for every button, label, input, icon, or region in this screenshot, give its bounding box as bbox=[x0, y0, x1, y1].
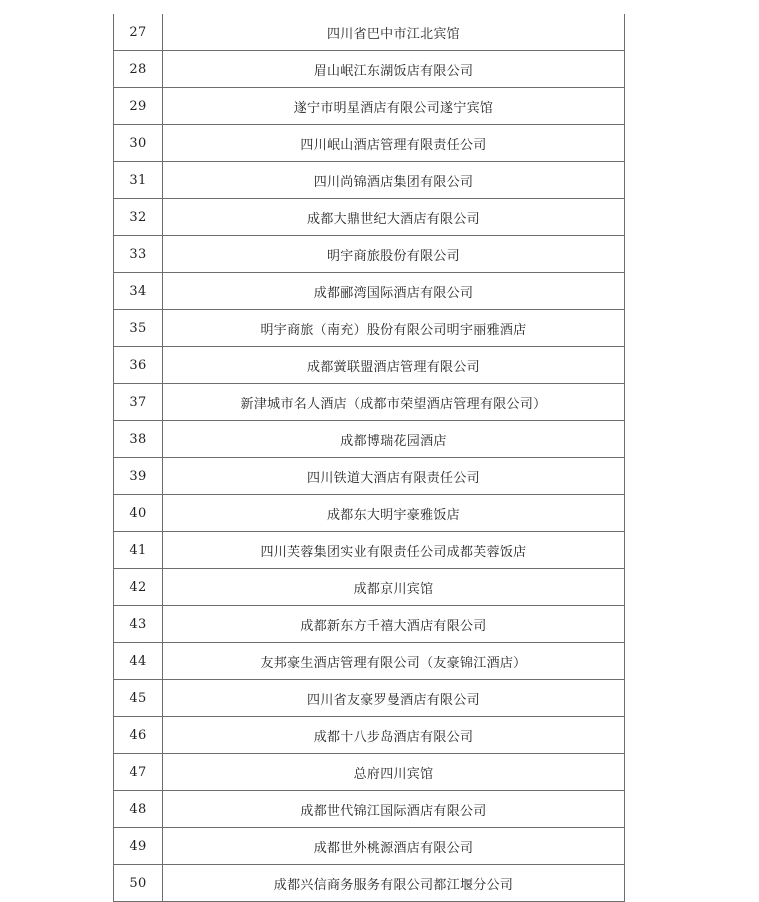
row-number-cell: 45 bbox=[114, 680, 163, 717]
table-body bbox=[114, 14, 625, 902]
row-number-cell: 42 bbox=[114, 569, 163, 606]
company-name-cell: 成都大鼎世纪大酒店有限公司 bbox=[163, 199, 625, 236]
table-row bbox=[114, 754, 625, 791]
table-row bbox=[114, 88, 625, 125]
company-name-cell: 成都博瑞花园酒店 bbox=[163, 421, 625, 458]
row-number-cell: 50 bbox=[114, 865, 163, 902]
company-name-cell: 成都黉联盟酒店管理有限公司 bbox=[163, 347, 625, 384]
row-number-cell: 41 bbox=[114, 532, 163, 569]
row-number-cell: 35 bbox=[114, 310, 163, 347]
company-name-cell: 总府四川宾馆 bbox=[163, 754, 625, 791]
row-number-cell: 40 bbox=[114, 495, 163, 532]
company-name-cell: 新津城市名人酒店（成都市荣望酒店管理有限公司） bbox=[163, 384, 625, 421]
table-row bbox=[114, 717, 625, 754]
company-name-cell: 四川岷山酒店管理有限责任公司 bbox=[163, 125, 625, 162]
row-number-cell: 32 bbox=[114, 199, 163, 236]
row-number-cell: 49 bbox=[114, 828, 163, 865]
row-number-cell: 39 bbox=[114, 458, 163, 495]
table-row bbox=[114, 643, 625, 680]
row-number-cell: 34 bbox=[114, 273, 163, 310]
row-number-cell: 33 bbox=[114, 236, 163, 273]
company-name-cell: 成都兴信商务服务有限公司都江堰分公司 bbox=[163, 865, 625, 902]
row-number-cell: 48 bbox=[114, 791, 163, 828]
company-name-cell: 成都世代锦江国际酒店有限公司 bbox=[163, 791, 625, 828]
row-number-cell: 36 bbox=[114, 347, 163, 384]
company-name-cell: 成都十八步岛酒店有限公司 bbox=[163, 717, 625, 754]
row-number-cell: 28 bbox=[114, 51, 163, 88]
table-row bbox=[114, 532, 625, 569]
company-name-cell: 成都新东方千禧大酒店有限公司 bbox=[163, 606, 625, 643]
company-name-cell: 四川芙蓉集团实业有限责任公司成都芙蓉饭店 bbox=[163, 532, 625, 569]
company-name-cell: 四川尚锦酒店集团有限公司 bbox=[163, 162, 625, 199]
company-name-cell: 遂宁市明星酒店有限公司遂宁宾馆 bbox=[163, 88, 625, 125]
row-number-cell: 47 bbox=[114, 754, 163, 791]
table-row bbox=[114, 273, 625, 310]
company-name-cell: 成都郦湾国际酒店有限公司 bbox=[163, 273, 625, 310]
row-number-cell: 43 bbox=[114, 606, 163, 643]
row-number-cell: 27 bbox=[114, 14, 163, 51]
table-row bbox=[114, 495, 625, 532]
row-number-cell: 29 bbox=[114, 88, 163, 125]
table-row bbox=[114, 421, 625, 458]
company-name-cell: 成都世外桃源酒店有限公司 bbox=[163, 828, 625, 865]
table-row bbox=[114, 125, 625, 162]
table-row bbox=[114, 680, 625, 717]
company-name-cell: 友邦豪生酒店管理有限公司（友豪锦江酒店） bbox=[163, 643, 625, 680]
row-number-cell: 46 bbox=[114, 717, 163, 754]
company-name-cell: 眉山岷江东湖饭店有限公司 bbox=[163, 51, 625, 88]
company-name-cell: 明宇商旅股份有限公司 bbox=[163, 236, 625, 273]
row-number-cell: 44 bbox=[114, 643, 163, 680]
table-row bbox=[114, 791, 625, 828]
table-row bbox=[114, 569, 625, 606]
table-row bbox=[114, 310, 625, 347]
company-name-cell: 成都东大明宇豪雅饭店 bbox=[163, 495, 625, 532]
company-name-cell: 明宇商旅（南充）股份有限公司明宇丽雅酒店 bbox=[163, 310, 625, 347]
table-row bbox=[114, 458, 625, 495]
table-row bbox=[114, 199, 625, 236]
table-row bbox=[114, 236, 625, 273]
table-row bbox=[114, 865, 625, 902]
table-row bbox=[114, 606, 625, 643]
hotel-list-table bbox=[113, 14, 625, 902]
company-name-cell: 成都京川宾馆 bbox=[163, 569, 625, 606]
company-name-cell: 四川省友豪罗曼酒店有限公司 bbox=[163, 680, 625, 717]
row-number-cell: 30 bbox=[114, 125, 163, 162]
table-row bbox=[114, 162, 625, 199]
table-row bbox=[114, 828, 625, 865]
row-number-cell: 38 bbox=[114, 421, 163, 458]
table-row bbox=[114, 347, 625, 384]
row-number-cell: 37 bbox=[114, 384, 163, 421]
table-row bbox=[114, 14, 625, 51]
row-number-cell: 31 bbox=[114, 162, 163, 199]
company-name-cell: 四川省巴中市江北宾馆 bbox=[163, 14, 625, 51]
table-row bbox=[114, 51, 625, 88]
company-name-cell: 四川铁道大酒店有限责任公司 bbox=[163, 458, 625, 495]
table-row bbox=[114, 384, 625, 421]
